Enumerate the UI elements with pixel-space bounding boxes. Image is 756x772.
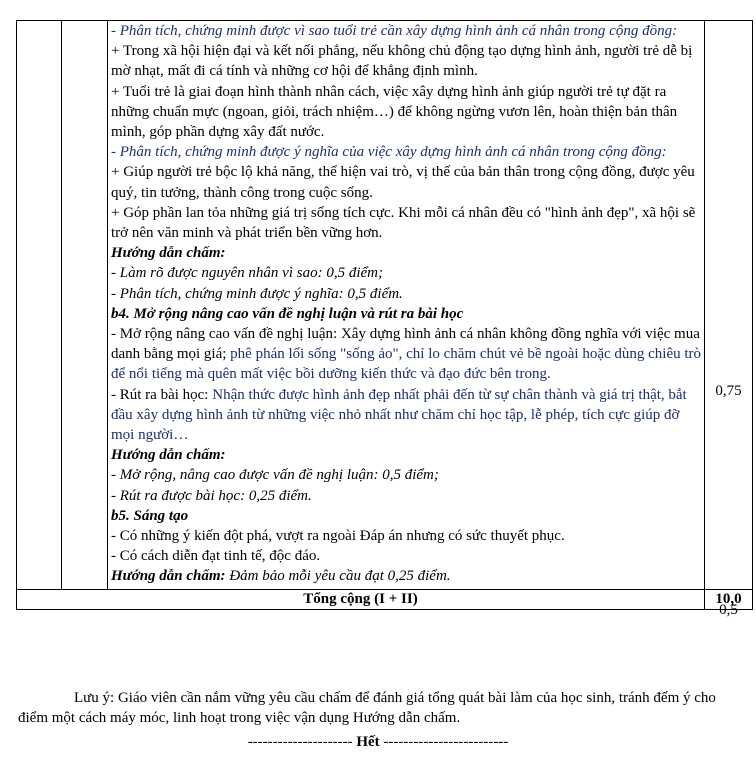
grading-guide-line [111,566,702,586]
grading-guide-item: - Làm rõ được nguyên nhân vì sao: 0,5 điểm; [111,265,383,282]
grading-guide-title: Hướng dẫn chấm: [111,245,226,262]
end-dashes-left: --------------------- [247,734,353,750]
b5-point: - Có cách diễn đạt tinh tế, độc đáo. [111,548,321,565]
b4-heading: b4. Mở rộng nâng cao vấn đề nghị luận và rút ra bài học [111,305,464,322]
reason-point-2: + Tuổi trẻ là giai đoạn hình thành nhân cách, việc xây dựng hình ảnh giúp người trẻ tự đặt ra những chuẩn mực (ngoan, giỏi, trách nhiệm…) để không ngừng vươn lên, hoàn thiện bản thân mình, góp phần dựng xây đất nước. [111,83,678,141]
total-score: 10,0 [705,589,753,609]
b5-point: - Có những ý kiến đột phá, vượt ra ngoài Đáp án nhưng có sức thuyết phục. [111,528,565,545]
reason-heading: - Phân tích, chứng minh được vì sao tuổi trẻ cần xây dựng hình ảnh cá nhân trong cộng đồng: [111,23,678,39]
meaning-point-1: + Giúp người trẻ bộc lộ khả năng, thể hiện vai trò, vị thế của bản thân trong cộng đồng, được yêu quý, tin tưởng, thành công trong cuộc sống. [111,164,695,201]
b4-expand-text-cont: phê phán lối sống "sống ảo", chỉ lo chăm chút vẻ bề ngoài hoặc dùng chiêu trò để nổi tiếng mà quên mất việc bồi dưỡng kiến thức và đạo đức bên trong. [111,346,702,383]
b4-expand-paragraph [111,324,702,385]
grading-guide-item: - Phân tích, chứng minh được ý nghĩa: 0,5 điểm. [111,285,403,302]
meaning-heading: - Phân tích, chứng minh được ý nghĩa của việc xây dựng hình ảnh cá nhân trong cộng đồng: [111,144,667,161]
item-cell [62,21,108,590]
teacher-note: Lưu ý: Giáo viên cần nắm vững yêu cầu chấm để đánh giá tổng quát bài làm của học sinh, tránh đếm ý cho điểm một cách máy móc, linh hoạt trong việc vận dụng Hướng dẫn chấm. [18,690,716,726]
end-dashes-right: ------------------------- [383,734,509,750]
grading-guide-item: - Rút ra được bài học: 0,25 điểm. [111,487,312,504]
end-word: Hết [356,734,380,750]
b4-lesson-text: Nhận thức được hình ảnh đẹp nhất phải đến từ sự chân thành và giá trị thật, bắt đầu xây dựng hình ảnh từ những việc nhỏ nhất như chăm chỉ học tập, lễ phép, tích cực giúp đỡ mọi người… [111,386,687,444]
grading-guide-title: Hướng dẫn chấm: [111,447,226,464]
section-cell [17,21,62,590]
meaning-point-2: + Góp phần lan tỏa những giá trị sống tích cực. Khi mỗi cá nhân đều có "hình ảnh đẹp", xã hội sẽ trở nên văn minh và phát triển bền vững hơn. [111,204,696,242]
b4-score: 0,75 [715,383,742,399]
total-row [17,589,753,609]
grading-guide-title: Hướng dẫn chấm: [111,568,226,585]
grading-guide-text: Đảm bảo mỗi yêu cầu đạt 0,25 điểm. [225,568,451,585]
b4-lesson-label: - Rút ra bài học: [111,386,209,403]
reason-point-1: + Trong xã hội hiện đại và kết nối phẳng, nếu không chủ động tạo dựng hình ảnh, người trẻ dễ bị mờ nhạt, mất đi cá tính và những cơ hội để khẳng định mình. [111,43,693,80]
end-marker [0,732,756,752]
b4-lesson-paragraph [111,385,702,446]
b4-expand-text: - Mở rộng nâng cao vấn đề nghị luận: Xây dựng hình ảnh cá nhân không đồng nghĩa với việc mua danh bằng mọi giá; [111,326,700,363]
b5-score: 0,5 [719,602,738,618]
b5-heading: b5. Sáng tạo [111,507,189,524]
grading-guide-item: - Mở rộng, nâng cao được vấn đề nghị luận: 0,5 điểm; [111,467,439,484]
grading-table [16,20,753,618]
criteria-row [17,21,753,590]
content-cell [108,21,705,590]
total-label: Tổng cộng (I + II) [17,589,705,609]
